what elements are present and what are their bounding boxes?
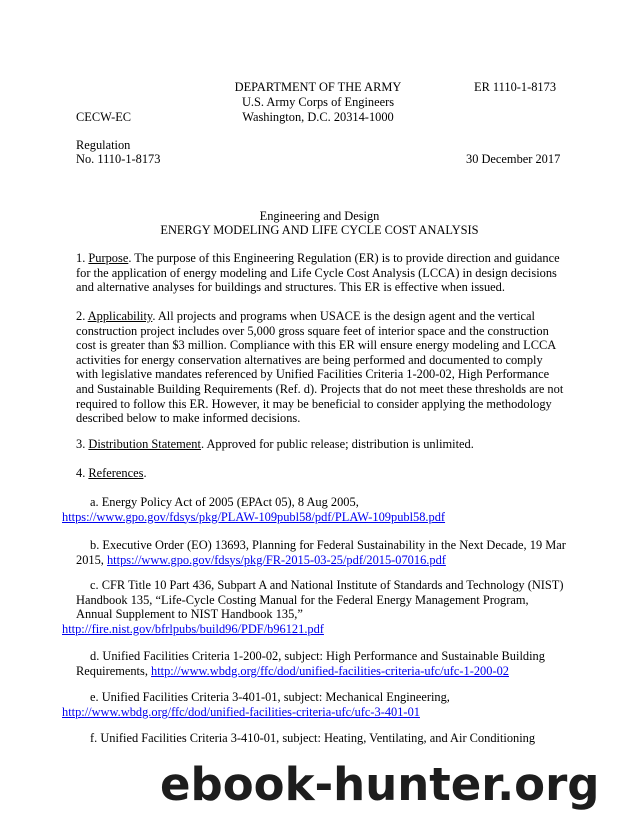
reference-text: a. Energy Policy Act of 2005 (EPAct 05), 8 Aug 2005, <box>90 495 359 509</box>
issue-date: 30 December 2017 <box>466 152 561 166</box>
section-text: . All projects and programs when USACE is the design agent and the vertical construction project includes over 5,000 gross square feet of interior space and the construction cost is greater than $3 million. Compliance with this ER will ensure energy modeling and LCCA activities for energy conservation alternatives are being performed and documented to comply with legislative mandates referenced by Unified Facilities Criteria 1-200-02, High Performance and Sustainable Building Requirements (Ref. d). Projects that do not meet these thresholds are not required to follow this ER. However, it may be beneficial to consider applying the methodology described below to make informed decisions. <box>76 309 564 426</box>
reference-f <box>76 731 566 746</box>
section-number: 2. <box>76 309 88 323</box>
subject-line: Engineering and Design <box>259 209 380 223</box>
reference-link[interactable]: http://www.wbdg.org/ffc/dod/unified-facilities-criteria-ufc/ufc-1-200-02 <box>151 663 509 678</box>
reference-text: e. Unified Facilities Criteria 3-401-01, subject: Mechanical Engineering, <box>90 690 450 704</box>
section-number: 1. <box>76 251 89 265</box>
reference-text: f. Unified Facilities Criteria 3-410-01, subject: Heating, Ventilating, and Air Conditioning <box>90 731 536 745</box>
reference-b <box>76 538 566 567</box>
section-heading: Purpose <box>88 251 129 265</box>
section-purpose <box>76 251 566 295</box>
dept-heading: DEPARTMENT OF THE ARMY <box>234 80 402 94</box>
section-number: 4. <box>76 466 89 480</box>
corps-heading: U.S. Army Corps of Engineers <box>241 95 395 109</box>
document-title: ENERGY MODELING AND LIFE CYCLE COST ANALYSIS <box>160 223 479 237</box>
reference-e <box>62 690 566 719</box>
reference-link[interactable]: http://www.wbdg.org/ffc/dod/unified-facilities-criteria-ufc/ufc-3-401-01 <box>62 704 420 719</box>
reference-text: b. Executive Order (EO) 13693, Planning for Federal Sustainability in the Next Decade, 19 Mar 2015, <box>76 538 566 567</box>
reference-c <box>62 578 566 636</box>
section-distribution <box>76 437 566 452</box>
reference-link[interactable]: https://www.gpo.gov/fdsys/pkg/FR-2015-03-25/pdf/2015-07016.pdf <box>106 552 446 567</box>
section-applicability <box>76 309 566 426</box>
reference-text: c. CFR Title 10 Part 436, Subpart A and National Institute of Standards and Technology (NIST) Handbook 135, “Life-Cycle Costing Manual for the Federal Energy Management Program, Annual Supplement to NIST Handbook 135,” <box>76 578 564 622</box>
watermark-text: ebook-hunter.org <box>160 758 600 811</box>
section-references <box>76 466 566 481</box>
office-symbol: CECW-EC <box>76 110 132 124</box>
city-heading: Washington, D.C. 20314-1000 <box>242 110 394 124</box>
section-heading: Distribution Statement <box>88 437 201 451</box>
section-text: . <box>143 466 147 480</box>
reference-text: d. Unified Facilities Criteria 1-200-02, subject: High Performance and Sustainable Building Requirements, <box>76 649 545 678</box>
section-number: 3. <box>76 437 89 451</box>
section-text: . Approved for public release; distribution is unlimited. <box>200 437 474 451</box>
reference-link[interactable]: https://www.gpo.gov/fdsys/pkg/PLAW-109publ58/pdf/PLAW-109publ58.pdf <box>62 509 446 524</box>
section-text: . The purpose of this Engineering Regulation (ER) is to provide direction and guidance for the application of energy modeling and Life Cycle Cost Analysis (LCCA) in design decisions and alternative analyses for buildings and structures. This ER is effective when issued. <box>76 251 560 295</box>
reference-d <box>76 649 566 678</box>
regulation-label: Regulation <box>76 138 131 152</box>
reference-a <box>62 495 566 524</box>
regulation-id: ER 1110-1-8173 <box>474 80 557 94</box>
section-heading: Applicability <box>87 309 153 323</box>
section-heading: References <box>88 466 144 480</box>
regulation-number: No. 1110-1-8173 <box>76 152 161 166</box>
reference-link[interactable]: http://fire.nist.gov/bfrlpubs/build96/PDF/b96121.pdf <box>62 621 324 636</box>
